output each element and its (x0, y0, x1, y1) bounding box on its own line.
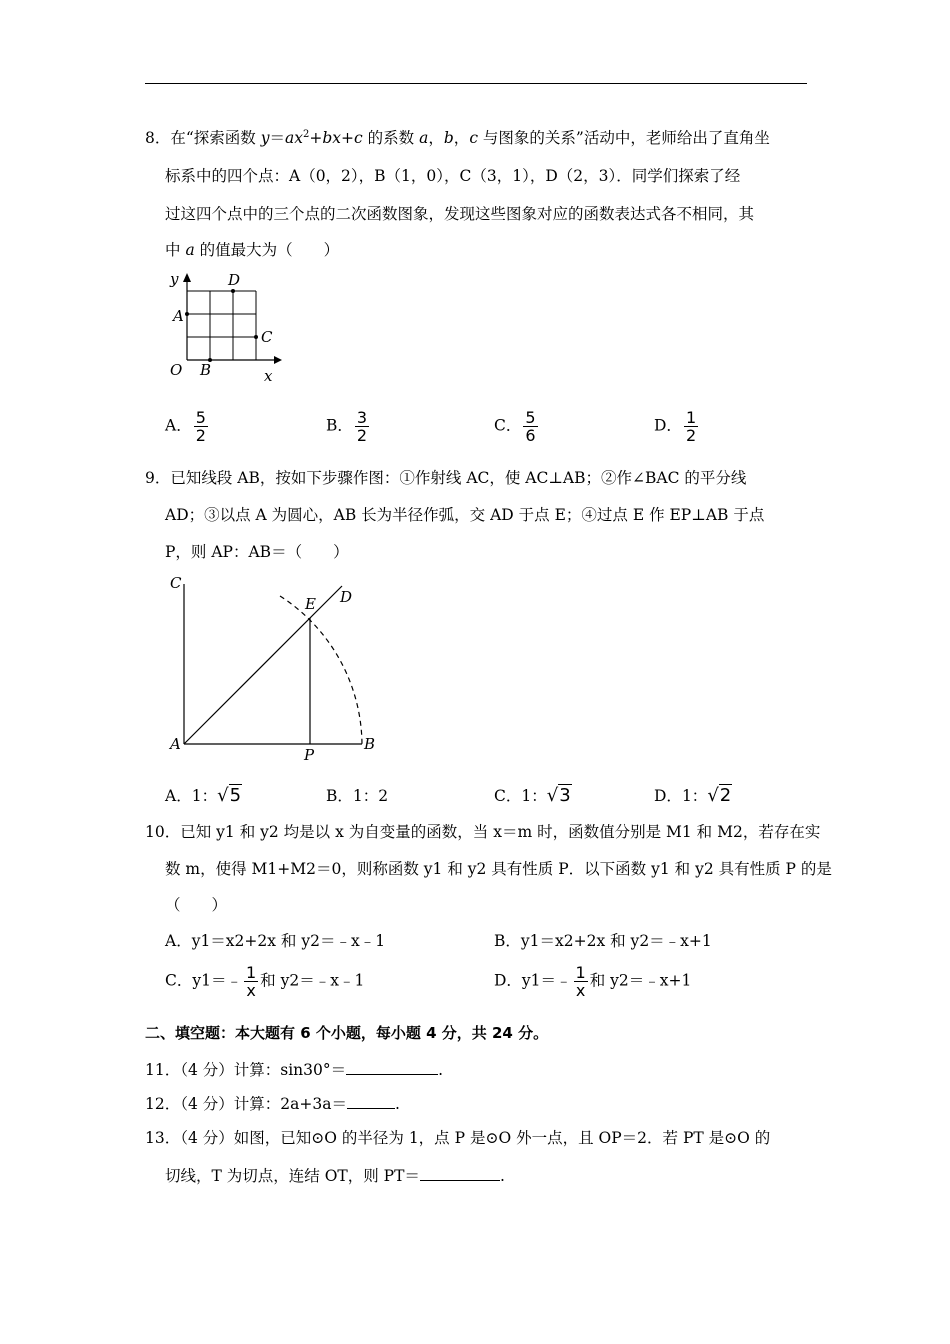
fig9-label-C: C (170, 574, 182, 592)
q9-line2: AD；③以点 A 为圆心，AB 长为半径作弧，交 AD 于点 E；④过点 E 作 EP⊥AB 于点 (165, 506, 765, 524)
q9-construction-figure (162, 572, 382, 762)
fig9-label-D: D (340, 588, 353, 606)
header-rule (145, 83, 807, 84)
q9-option-a[interactable]: A．1：√5 (165, 785, 242, 806)
fig8-label-x: x (264, 367, 273, 385)
fig9-label-E: E (305, 595, 316, 613)
q8-option-d[interactable]: D． $\frac{1}{2}$ (654, 408, 697, 445)
fig8-label-O: O (170, 361, 183, 379)
q8-line4: 中 a 的值最大为（ ） (165, 241, 340, 259)
q9-option-c[interactable]: C．1：√3 (494, 785, 571, 806)
fig8-label-A: A (173, 307, 184, 325)
q12-line: 12．（4 分）计算：2a+3a＝ . (145, 1095, 400, 1113)
q13-line1: 13．（4 分）如图，已知⊙O 的半径为 1，点 P 是⊙O 外一点，且 OP＝2．若 PT 是⊙O 的 (145, 1129, 771, 1147)
fig8-label-B: B (200, 361, 212, 379)
q9-line1: 9．已知线段 AB，按如下步骤作图：①作射线 AC，使 AC⊥AB；②作∠BAC 的平分线 (145, 469, 747, 487)
fig8-label-C: C (261, 328, 273, 346)
q11-line: 11．（4 分）计算：sin30°＝ . (145, 1061, 444, 1079)
q8-coordinate-grid-figure (160, 268, 295, 386)
q10-option-a[interactable]: A．y1＝x2+2x 和 y2＝﹣x﹣1 (165, 932, 386, 950)
fig9-label-B: B (364, 735, 376, 753)
q12-answer-blank[interactable] (347, 1094, 395, 1109)
q9-option-b[interactable]: B．1：2 (326, 787, 389, 805)
q9-option-d[interactable]: D．1：√2 (654, 785, 732, 806)
q10-option-b[interactable]: B．y1＝x2+2x 和 y2＝﹣x+1 (494, 932, 712, 950)
fig9-label-P: P (304, 746, 315, 762)
q8-line3: 过这四个点中的三个点的二次函数图象，发现这些图象对应的函数表达式各不相同，其 (165, 205, 755, 223)
q8-line1: 8．在“探索函数 $y=ax^2+bx+c$ 的系数 a，b，c 与图象的关系”活动中，老师给出了直角坐 (145, 128, 770, 147)
q8-line2: 标系中的四个点：A（0，2），B（1，0），C（3，1），D（2，3）．同学们探索了经 (165, 167, 741, 185)
q8-option-c[interactable]: C． $\frac{5}{6}$ (494, 408, 536, 445)
q10-line2: 数 m，使得 M1+M2＝0，则称函数 y1 和 y2 具有性质 P．以下函数 y1 和 y2 具有性质 P 的是 (165, 860, 832, 878)
q13-line2: 切线，T 为切点，连结 OT，则 PT＝ . (165, 1167, 505, 1185)
q13-answer-blank[interactable] (420, 1166, 500, 1181)
q10-line3: （ ） (165, 896, 228, 914)
q9-line3: P，则 AP：AB＝（ ） (165, 543, 349, 561)
q10-option-d[interactable]: D．y1＝﹣ $\frac{1}{x}$ 和 y2＝﹣x+1 (494, 963, 692, 1000)
fig9-label-A: A (170, 735, 181, 753)
fig8-label-y: y (170, 270, 179, 288)
q11-answer-blank[interactable] (346, 1060, 438, 1075)
q8-option-a[interactable]: A． $\frac{5}{2}$ (165, 408, 206, 445)
fig8-label-D: D (228, 271, 241, 289)
q10-option-c[interactable]: C．y1＝﹣ $\frac{1}{x}$ 和 y2＝﹣x﹣1 (165, 963, 365, 1000)
q10-line1: 10．已知 y1 和 y2 均是以 x 为自变量的函数，当 x＝m 时，函数值分别是 M1 和 M2，若存在实 (145, 823, 821, 841)
q8-option-b[interactable]: B． $\frac{3}{2}$ (326, 408, 368, 445)
section-fill-in-heading: 二、填空题：本大题有 6 个小题，每小题 4 分，共 24 分。 (145, 1024, 549, 1042)
